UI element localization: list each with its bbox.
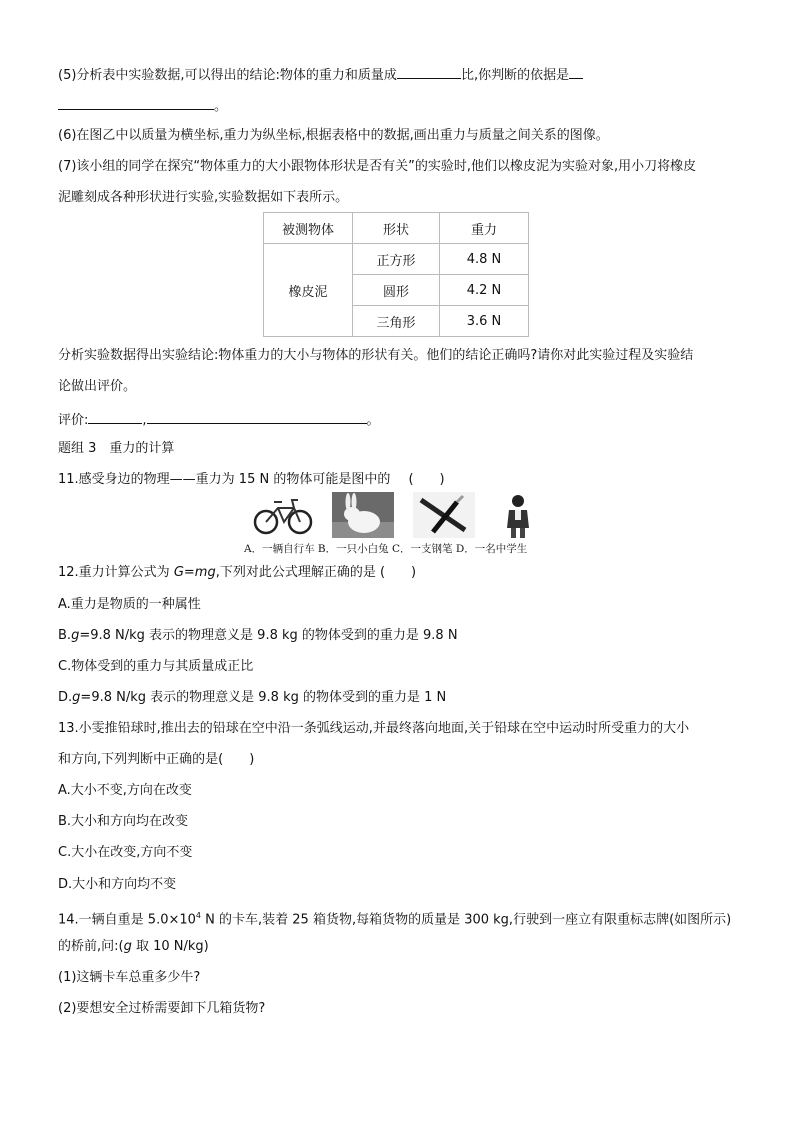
q12-option-d[interactable]	[58, 689, 446, 707]
q5-text-a: (5)分析表中实验数据,可以得出的结论:物体的重力和质量成	[58, 68, 397, 83]
q13-line1: 13.小雯推铅球时,推出去的铅球在空中沿一条弧线运动,并最终落向地面,关于铅球在空中运动时所受重力的大小	[58, 721, 690, 736]
q14-text-a: 14.一辆自重是 5.0×10	[58, 912, 196, 928]
q11-answer-paren[interactable]: ( )	[408, 472, 445, 487]
q11-text: 11.感受身边的物理——重力为 15 N 的物体可能是图中的	[58, 472, 391, 487]
q5-blank-2a[interactable]	[569, 64, 583, 79]
q12-stem-b: ,下列对此公式理解正确的是	[215, 565, 376, 580]
evaluation-end: 。	[366, 413, 380, 428]
q14-line2	[58, 938, 209, 956]
q13-option-d[interactable]: D.大小和方向均不变	[58, 877, 177, 892]
q14-line2-b: 取 10 N/kg)	[131, 939, 209, 954]
table-cell-shape: 三角形	[353, 306, 440, 337]
evaluation-blank-1[interactable]	[88, 409, 142, 424]
table-cell-shape: 正方形	[353, 244, 440, 275]
table-cell-object: 橡皮泥	[264, 244, 353, 337]
analysis-line2: 论做出评价。	[58, 379, 137, 394]
q5-line1	[58, 64, 583, 85]
q14-line1	[58, 907, 731, 929]
table-cell-weight: 4.8 N	[440, 244, 529, 275]
analysis-line1: 分析实验数据得出实验结论:物体重力的大小与物体的形状有关。他们的结论正确吗?请你对此实验过程及实验结	[58, 348, 694, 363]
q12-answer-paren[interactable]: ( )	[379, 565, 417, 580]
q12-stem-a: 12.重力计算公式为	[58, 565, 174, 580]
q5-text-b: 比,你判断的依据是	[460, 68, 570, 83]
table-cell-weight: 3.6 N	[440, 306, 529, 337]
q7-line1: (7)该小组的同学在探究“物体重力的大小跟物体形状是否有关”的实验时,他们以橡皮泥为实验对象,用小刀将橡皮	[58, 159, 697, 174]
q6-text: (6)在图乙中以质量为横坐标,重力为纵坐标,根据表格中的数据,画出重力与质量之间关系的图像。	[58, 128, 609, 143]
q12-option-b[interactable]	[58, 627, 458, 645]
q14-g-symbol: g	[123, 939, 132, 954]
q5-line2	[58, 95, 227, 116]
q14-exponent: 4	[195, 911, 202, 920]
q13-option-a[interactable]: A.大小不变,方向在改变	[58, 783, 192, 798]
option-symbol: g	[72, 690, 81, 705]
student-icon	[498, 492, 538, 538]
q14-line2-a: 的桥前,问:(	[58, 939, 124, 954]
option-prefix: D.	[58, 690, 73, 705]
option-text: =9.8 N/kg 表示的物理意义是 9.8 kg 的物体受到的重力是 1 N	[80, 690, 447, 705]
evaluation-blank-2[interactable]	[147, 409, 367, 424]
q12-formula: G=mg	[173, 565, 216, 580]
q5-end: 。	[214, 99, 228, 114]
table-header: 被测物体	[264, 213, 353, 244]
q7-line2: 泥雕刻成各种形状进行实验,实验数据如下表所示。	[58, 190, 349, 205]
q13-option-b[interactable]: B.大小和方向均在改变	[58, 814, 189, 829]
rabbit-icon	[332, 492, 394, 538]
table-cell-weight: 4.2 N	[440, 275, 529, 306]
table-row	[264, 244, 529, 275]
q13-line2: 和方向,下列判断中正确的是( )	[58, 752, 255, 767]
option-text: =9.8 N/kg 表示的物理意义是 9.8 kg 的物体受到的重力是 9.8 N	[79, 628, 458, 643]
q11-caption: A．一辆自行车 B．一只小白兔 C．一支钢笔 D．一名中学生	[244, 543, 528, 555]
group3-title: 题组 3 重力的计算	[58, 441, 175, 456]
table-cell-shape: 圆形	[353, 275, 440, 306]
pen-icon	[413, 492, 475, 538]
table-header: 形状	[353, 213, 440, 244]
option-symbol: g	[71, 628, 80, 643]
q14-text-b: N 的卡车,装着 25 箱货物,每箱货物的质量是 300 kg,行驶到一座立有限重标志牌(如图所示)	[201, 912, 732, 928]
shape-weight-table	[263, 212, 529, 337]
evaluation-line	[58, 409, 380, 430]
option-prefix: B.	[58, 628, 72, 643]
q12-option-a[interactable]	[58, 596, 201, 614]
q13-option-c[interactable]: C.大小在改变,方向不变	[58, 845, 193, 860]
table-header: 重力	[440, 213, 529, 244]
table-header-row	[264, 213, 529, 244]
q5-blank-2b[interactable]	[58, 95, 214, 110]
q14-sub2: (2)要想安全过桥需要卸下几箱货物?	[58, 1001, 266, 1016]
option-prefix: A.	[58, 597, 71, 612]
q14-sub1: (1)这辆卡车总重多少牛?	[58, 970, 201, 985]
option-text: 重力是物质的一种属性	[70, 597, 201, 612]
evaluation-comma: ,	[142, 413, 147, 428]
q12-option-c[interactable]	[58, 658, 253, 676]
bicycle-icon	[252, 492, 314, 538]
q5-blank-1[interactable]	[397, 64, 461, 79]
q12-stem	[58, 564, 416, 582]
option-prefix: C.	[58, 659, 72, 674]
option-text: 物体受到的重力与其质量成正比	[71, 659, 254, 674]
evaluation-label: 评价:	[58, 413, 89, 428]
q11-stem	[58, 471, 445, 489]
